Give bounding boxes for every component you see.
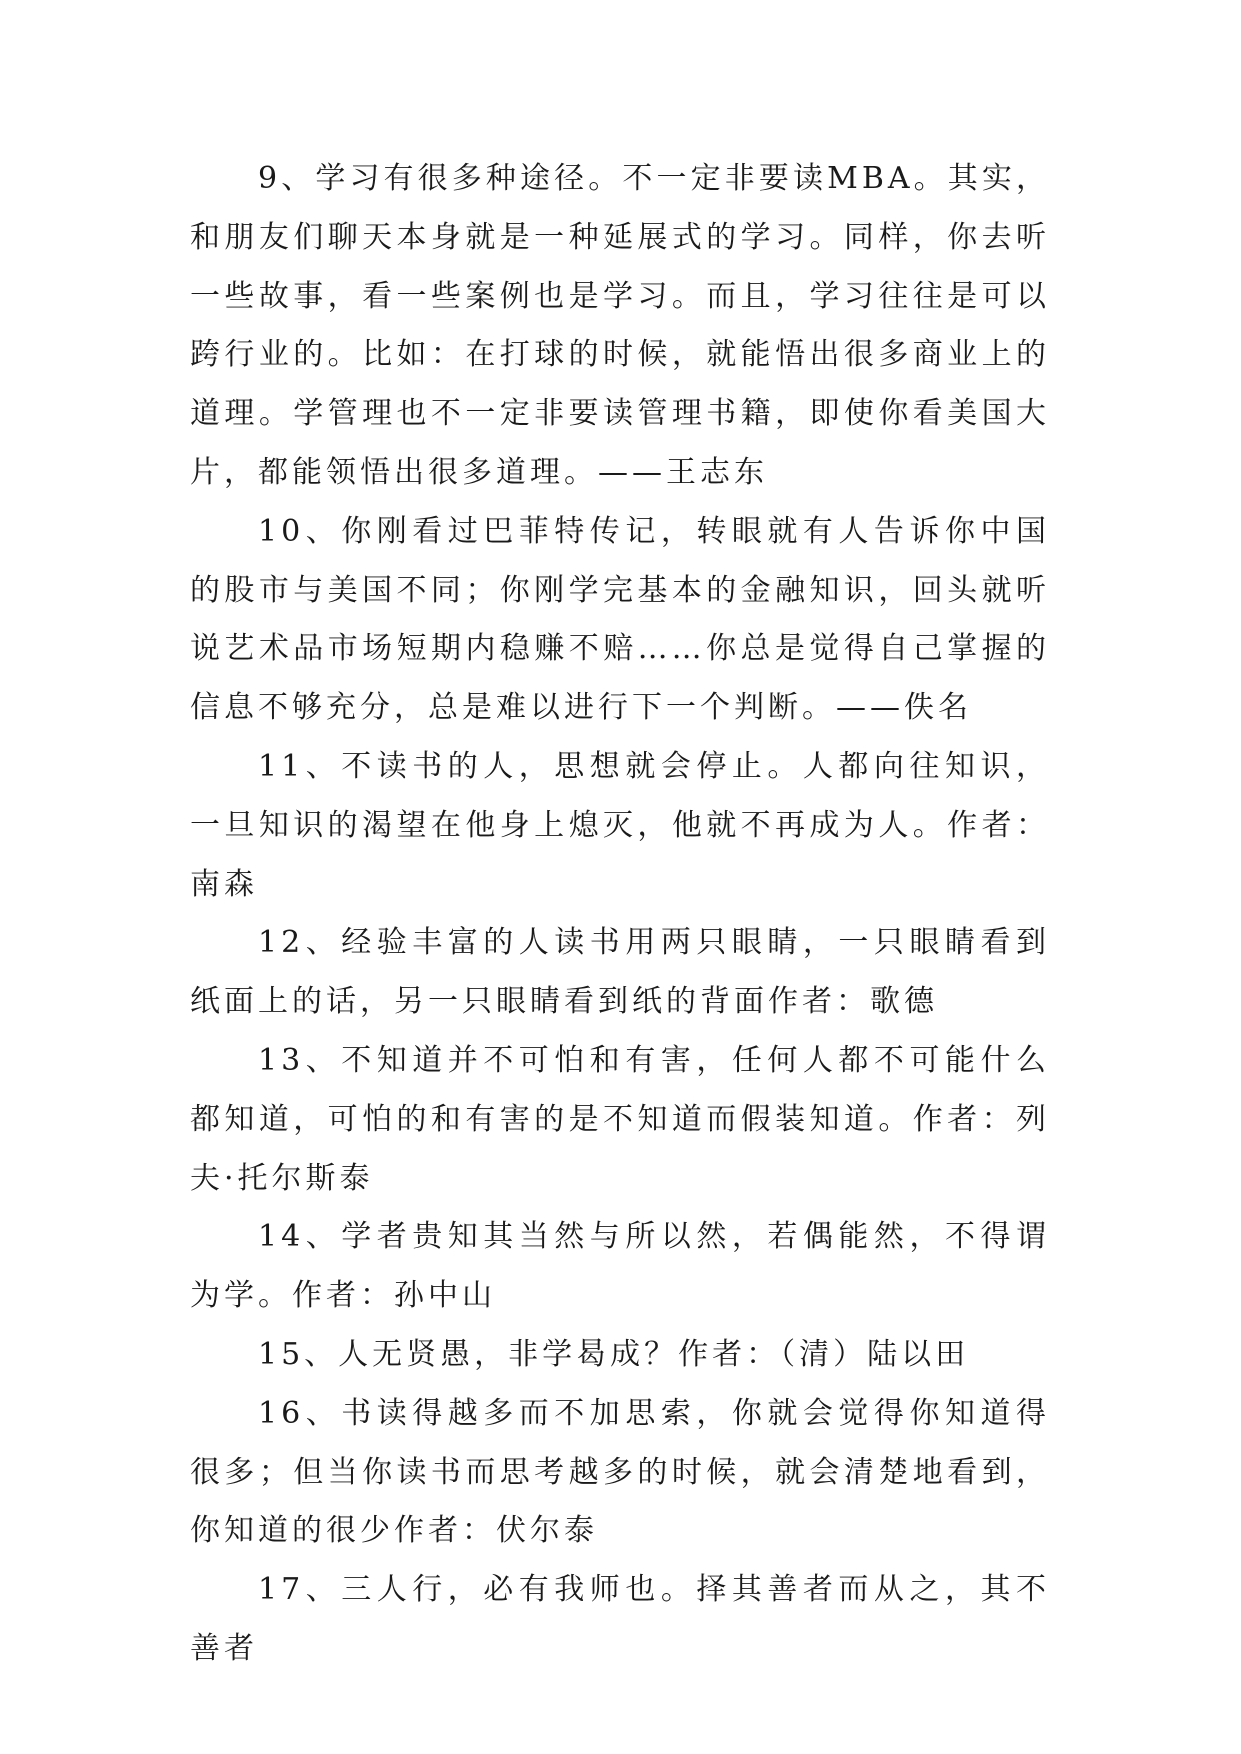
- quote-paragraph-11: 11、不读书的人，思想就会停止。人都向往知识，一旦知识的渴望在他身上熄灭，他就不再成为人。作者：南森: [190, 748, 1050, 902]
- document-page: [190, 150, 1050, 1679]
- quote-paragraph-10: 10、你刚看过巴菲特传记，转眼就有人告诉你中国的股市与美国不同；你刚学完基本的金融知识，回头就听说艺术品市场短期内稳赚不赔……你总是觉得自己掌握的信息不够充分，总是难以进行下一个判断。——佚名: [190, 513, 1050, 726]
- quote-paragraph-17: 17、三人行，必有我师也。择其善者而从之，其不善者: [190, 1572, 1050, 1666]
- quote-paragraph-15: 15、人无贤愚，非学曷成？作者：（清）陆以田: [258, 1336, 970, 1372]
- quote-paragraph-12: 12、经验丰富的人读书用两只眼睛，一只眼睛看到纸面上的话，另一只眼睛看到纸的背面作者：歌德: [190, 925, 1050, 1020]
- quote-paragraph-16: 16、书读得越多而不加思索，你就会觉得你知道得很多；但当你读书而思考越多的时候，就会清楚地看到，你知道的很少作者：伏尔泰: [190, 1395, 1050, 1549]
- quote-paragraph-13: 13、不知道并不可怕和有害，任何人都不可能什么都知道，可怕的和有害的是不知道而假装知道。作者：列夫·托尔斯泰: [190, 1042, 1050, 1196]
- quote-paragraph-9: 9、学习有很多种途径。不一定非要读MBA。其实，和朋友们聊天本身就是一种延展式的学习。同样，你去听一些故事，看一些案例也是学习。而且，学习往往是可以跨行业的。比如：在打球的时候，就能悟出很多商业上的道理。学管理也不一定非要读管理书籍，即使你看美国大片，都能领悟出很多道理。——王志东: [190, 161, 1050, 490]
- quote-paragraph-14: 14、学者贵知其当然与所以然，若偶能然，不得谓为学。作者：孙中山: [190, 1219, 1050, 1314]
